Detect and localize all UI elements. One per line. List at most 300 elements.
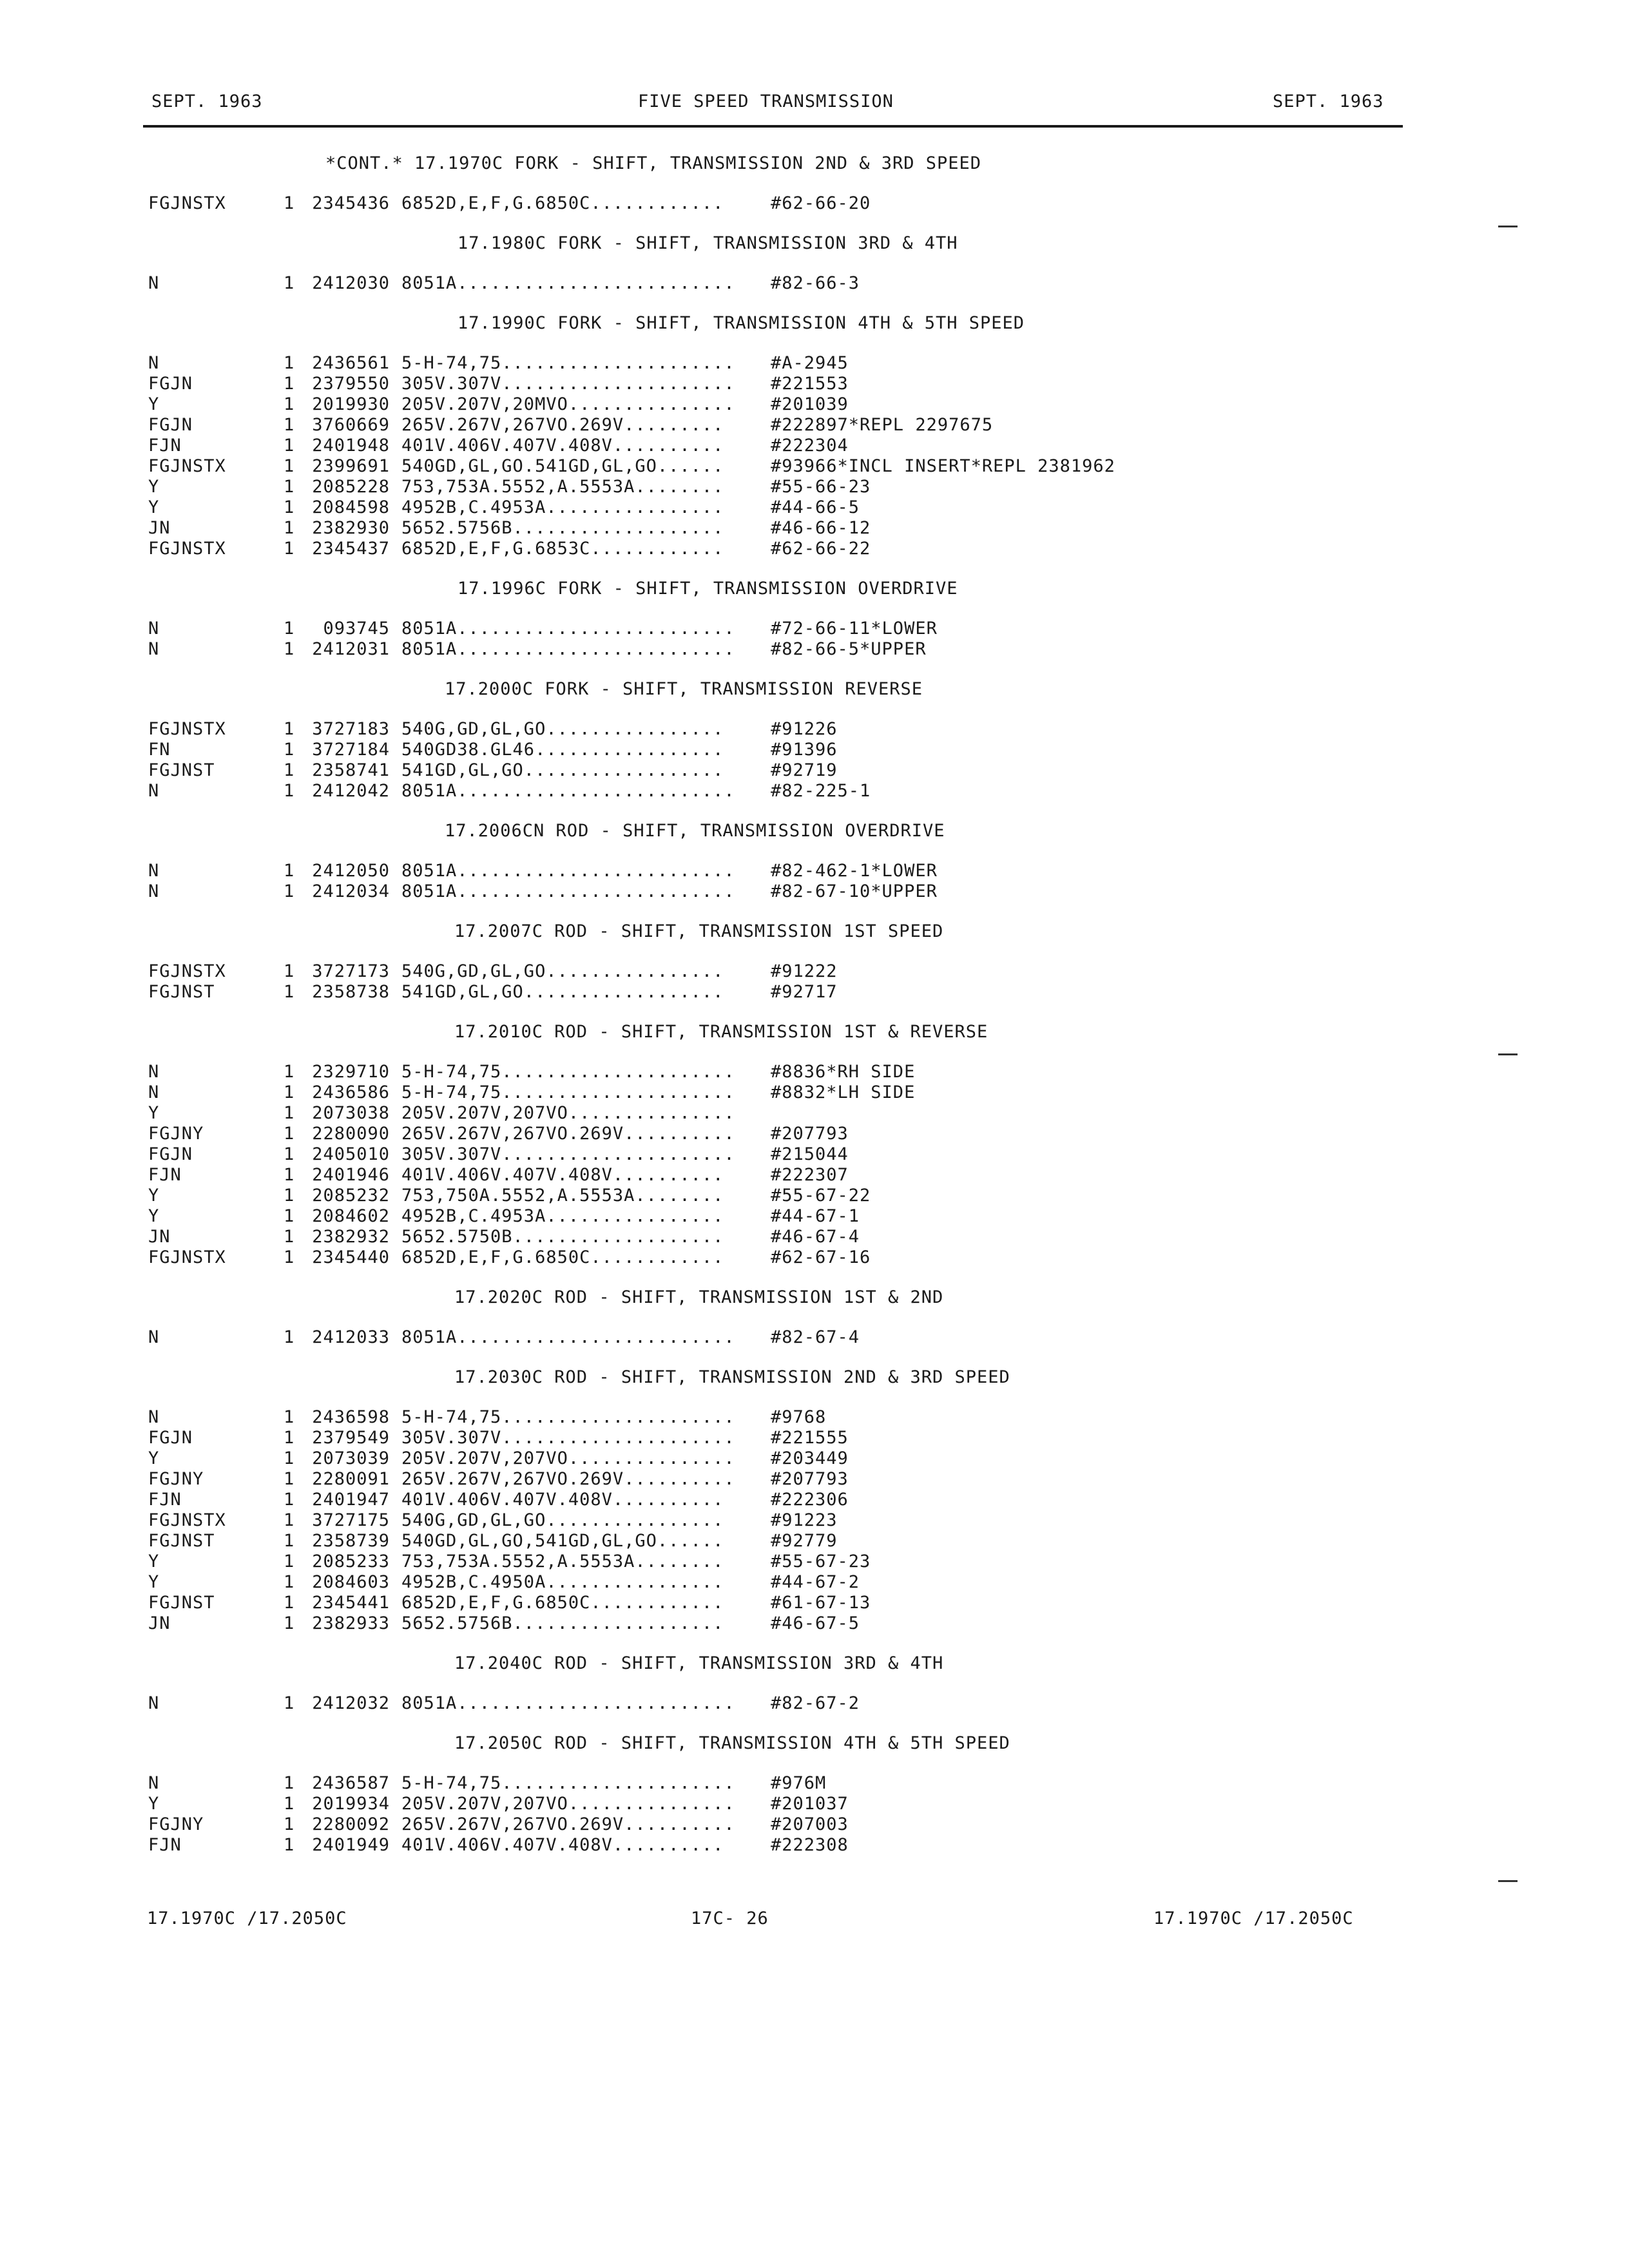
model-code: N	[148, 1773, 160, 1793]
reference: #222897*REPL 2297675	[771, 415, 994, 435]
model-code: Y	[148, 497, 160, 517]
table-row	[0, 639, 1629, 660]
quantity: 1	[284, 1247, 295, 1267]
part-number: 2345437	[312, 539, 390, 559]
model-code: Y	[148, 1448, 160, 1468]
part-number: 3727173	[312, 961, 390, 981]
quantity: 1	[284, 1572, 295, 1592]
table-row	[0, 1407, 1629, 1428]
application: 5-H-74,75.....................	[401, 1407, 735, 1427]
section-title	[0, 313, 1629, 334]
model-code: Y	[148, 1206, 160, 1226]
model-code: Y	[148, 1186, 160, 1206]
table-row	[0, 353, 1629, 374]
header-left: SEPT. 1963	[151, 91, 263, 111]
table-row	[0, 1835, 1629, 1856]
section-title-text: 17.2006CN ROD - SHIFT, TRANSMISSION OVERDRIVE	[445, 821, 945, 841]
reference: #201039	[771, 394, 849, 414]
application: 541GD,GL,GO..................	[401, 760, 724, 780]
reference: #44-67-2	[771, 1572, 860, 1592]
section-rows	[0, 1327, 1629, 1348]
part-number: 2382932	[312, 1227, 390, 1247]
reference: #91226	[771, 719, 838, 739]
application: 8051A.........................	[401, 881, 735, 901]
table-row	[0, 1613, 1629, 1634]
application: 5-H-74,75.....................	[401, 1062, 735, 1082]
section-rows	[0, 193, 1629, 214]
application: 5652.5750B...................	[401, 1227, 724, 1247]
table-row	[0, 1448, 1629, 1469]
quantity: 1	[284, 619, 295, 639]
section-rows	[0, 353, 1629, 559]
quantity: 1	[284, 477, 295, 497]
part-number: 2436598	[312, 1407, 390, 1427]
reference: #207003	[771, 1814, 849, 1834]
table-row	[0, 1469, 1629, 1490]
parts-list	[0, 153, 1629, 1875]
application: 753,753A.5552,A.5553A........	[401, 1552, 724, 1571]
part-number: 2401947	[312, 1490, 390, 1510]
table-row	[0, 1572, 1629, 1593]
part-number: 3727175	[312, 1510, 390, 1530]
table-row	[0, 861, 1629, 881]
part-number: 2412032	[312, 1693, 390, 1713]
quantity: 1	[284, 1773, 295, 1793]
part-number: 2401949	[312, 1835, 390, 1855]
reference: #207793	[771, 1469, 849, 1489]
reference: #222306	[771, 1490, 849, 1510]
model-code: JN	[148, 1227, 171, 1247]
quantity: 1	[284, 1206, 295, 1226]
application: 4952B,C.4953A................	[401, 497, 724, 517]
model-code: N	[148, 619, 160, 639]
table-row	[0, 982, 1629, 1003]
part-number: 2084602	[312, 1206, 390, 1226]
table-row	[0, 1593, 1629, 1613]
part-number: 2085232	[312, 1186, 390, 1206]
table-row	[0, 539, 1629, 559]
part-number: 2019930	[312, 394, 390, 414]
table-row	[0, 518, 1629, 539]
application: 205V.207V,20MVO...............	[401, 394, 735, 414]
section-title	[0, 233, 1629, 254]
application: 305V.307V.....................	[401, 374, 735, 394]
reference: #44-66-5	[771, 497, 860, 517]
table-row	[0, 1428, 1629, 1448]
table-row	[0, 1206, 1629, 1227]
part-number: 2085228	[312, 477, 390, 497]
quantity: 1	[284, 518, 295, 538]
quantity: 1	[284, 497, 295, 517]
section-title-text: 17.2000C FORK - SHIFT, TRANSMISSION REVERSE	[445, 679, 923, 699]
quantity: 1	[284, 1835, 295, 1855]
model-code: Y	[148, 477, 160, 497]
quantity: 1	[284, 1552, 295, 1571]
application: 8051A.........................	[401, 639, 735, 659]
reference: #82-67-2	[771, 1693, 860, 1713]
reference: #207793	[771, 1124, 849, 1144]
model-code: FGJNSTX	[148, 1510, 226, 1530]
reference: #62-66-20	[771, 193, 871, 213]
application: 8051A.........................	[401, 273, 735, 293]
table-row	[0, 1103, 1629, 1124]
section-rows	[0, 273, 1629, 294]
section-rows	[0, 861, 1629, 902]
reference: #92779	[771, 1531, 838, 1551]
application: 265V.267V,267VO.269V.........	[401, 415, 724, 435]
quantity: 1	[284, 374, 295, 394]
footer-right: 17.1970C /17.2050C	[1153, 1908, 1354, 1928]
reference: #91396	[771, 740, 838, 760]
model-code: Y	[148, 1552, 160, 1571]
reference: #92717	[771, 982, 838, 1002]
application: 8051A.........................	[401, 1327, 735, 1347]
table-row	[0, 1510, 1629, 1531]
table-row	[0, 1144, 1629, 1165]
table-row	[0, 477, 1629, 497]
reference: #215044	[771, 1144, 849, 1164]
reference: #46-66-12	[771, 518, 871, 538]
table-row	[0, 1531, 1629, 1552]
model-code: N	[148, 639, 160, 659]
application: 753,750A.5552,A.5553A........	[401, 1186, 724, 1206]
part-number: 2399691	[312, 456, 390, 476]
quantity: 1	[284, 273, 295, 293]
section-title	[0, 1733, 1629, 1754]
application: 401V.406V.407V.408V..........	[401, 1835, 724, 1855]
part-number: 2019934	[312, 1794, 390, 1814]
section-title-text: 17.2030C ROD - SHIFT, TRANSMISSION 2ND & 3RD SPEED	[454, 1367, 1010, 1387]
part-number: 2073038	[312, 1103, 390, 1123]
quantity: 1	[284, 1062, 295, 1082]
quantity: 1	[284, 415, 295, 435]
application: 541GD,GL,GO..................	[401, 982, 724, 1002]
application: 5-H-74,75.....................	[401, 353, 735, 373]
part-number: 2358738	[312, 982, 390, 1002]
section-title-text: 17.1996C FORK - SHIFT, TRANSMISSION OVERDRIVE	[458, 579, 958, 599]
application: 540G,GD,GL,GO................	[401, 961, 724, 981]
reference: #222308	[771, 1835, 849, 1855]
part-number: 2401946	[312, 1165, 390, 1185]
application: 8051A.........................	[401, 619, 735, 639]
reference: #201037	[771, 1794, 849, 1814]
model-code: FGJNST	[148, 760, 215, 780]
reference: #62-66-22	[771, 539, 871, 559]
application: 540GD38.GL46.................	[401, 740, 724, 760]
section-title	[0, 579, 1629, 599]
table-row	[0, 1165, 1629, 1186]
part-number: 2329710	[312, 1062, 390, 1082]
application: 205V.207V,207VO...............	[401, 1794, 735, 1814]
model-code: N	[148, 861, 160, 881]
table-row	[0, 1814, 1629, 1835]
part-number: 2382933	[312, 1613, 390, 1633]
section-title-text: *CONT.* 17.1970C FORK - SHIFT, TRANSMISSION 2ND & 3RD SPEED	[325, 153, 982, 173]
part-number: 2358739	[312, 1531, 390, 1551]
application: 6852D,E,F,G.6850C............	[401, 1593, 724, 1613]
quantity: 1	[284, 1165, 295, 1185]
section-title	[0, 1287, 1629, 1308]
reference: #82-67-10*UPPER	[771, 881, 938, 901]
reference: #55-67-23	[771, 1552, 871, 1571]
table-row	[0, 1794, 1629, 1814]
quantity: 1	[284, 539, 295, 559]
part-number: 2345436	[312, 193, 390, 213]
table-row	[0, 740, 1629, 760]
part-number: 2280092	[312, 1814, 390, 1834]
margin-tick	[1498, 226, 1518, 227]
reference: #91223	[771, 1510, 838, 1530]
reference: #72-66-11*LOWER	[771, 619, 938, 639]
quantity: 1	[284, 961, 295, 981]
reference: #203449	[771, 1448, 849, 1468]
part-number: 3727184	[312, 740, 390, 760]
part-number: 2379550	[312, 374, 390, 394]
quantity: 1	[284, 1593, 295, 1613]
table-row	[0, 1227, 1629, 1247]
section-title-text: 17.1980C FORK - SHIFT, TRANSMISSION 3RD & 4TH	[458, 233, 958, 253]
part-number: 2436586	[312, 1082, 390, 1102]
quantity: 1	[284, 1448, 295, 1468]
section-title-text: 17.2007C ROD - SHIFT, TRANSMISSION 1ST SPEED	[454, 921, 944, 941]
application: 540G,GD,GL,GO................	[401, 719, 724, 739]
quantity: 1	[284, 639, 295, 659]
quantity: 1	[284, 1428, 295, 1448]
quantity: 1	[284, 1124, 295, 1144]
model-code: FGJN	[148, 415, 193, 435]
table-row	[0, 1693, 1629, 1714]
reference: #82-66-5*UPPER	[771, 639, 927, 659]
reference: #46-67-4	[771, 1227, 860, 1247]
table-row	[0, 719, 1629, 740]
section-rows	[0, 1693, 1629, 1714]
reference: #46-67-5	[771, 1613, 860, 1633]
model-code: FGJNST	[148, 1531, 215, 1551]
part-number: 2280091	[312, 1469, 390, 1489]
reference: #91222	[771, 961, 838, 981]
table-row	[0, 273, 1629, 294]
model-code: N	[148, 881, 160, 901]
application: 4952B,C.4950A................	[401, 1572, 724, 1592]
part-number: 2280090	[312, 1124, 390, 1144]
table-row	[0, 1186, 1629, 1206]
model-code: FGJN	[148, 374, 193, 394]
model-code: FGJNSTX	[148, 193, 226, 213]
quantity: 1	[284, 1407, 295, 1427]
quantity: 1	[284, 1144, 295, 1164]
reference: #82-67-4	[771, 1327, 860, 1347]
model-code: N	[148, 353, 160, 373]
reference: #222307	[771, 1165, 849, 1185]
application: 305V.307V.....................	[401, 1144, 735, 1164]
application: 265V.267V,267VO.269V..........	[401, 1814, 735, 1834]
model-code: FJN	[148, 1835, 182, 1855]
application: 540GD,GL,GO,541GD,GL,GO......	[401, 1531, 724, 1551]
quantity: 1	[284, 781, 295, 801]
reference: #A-2945	[771, 353, 849, 373]
model-code: N	[148, 1082, 160, 1102]
quantity: 1	[284, 1103, 295, 1123]
table-row	[0, 1082, 1629, 1103]
section-title	[0, 1653, 1629, 1674]
section-title	[0, 921, 1629, 942]
quantity: 1	[284, 719, 295, 739]
model-code: FN	[148, 740, 171, 760]
table-row	[0, 1490, 1629, 1510]
quantity: 1	[284, 760, 295, 780]
footer-left: 17.1970C /17.2050C	[147, 1908, 347, 1928]
quantity: 1	[284, 1794, 295, 1814]
application: 6852D,E,F,G.6853C............	[401, 539, 724, 559]
table-row	[0, 1327, 1629, 1348]
table-row	[0, 760, 1629, 781]
application: 4952B,C.4953A................	[401, 1206, 724, 1226]
application: 8051A.........................	[401, 781, 735, 801]
part-number: 2345441	[312, 1593, 390, 1613]
application: 6852D,E,F,G.6850C............	[401, 1247, 724, 1267]
reference: #221555	[771, 1428, 849, 1448]
application: 205V.207V,207VO...............	[401, 1448, 735, 1468]
section-rows	[0, 1407, 1629, 1634]
section-title-text: 17.2050C ROD - SHIFT, TRANSMISSION 4TH & 5TH SPEED	[454, 1733, 1010, 1753]
application: 5652.5756B...................	[401, 518, 724, 538]
quantity: 1	[284, 1469, 295, 1489]
part-number: 2358741	[312, 760, 390, 780]
model-code: Y	[148, 394, 160, 414]
model-code: Y	[148, 1103, 160, 1123]
model-code: FGJNSTX	[148, 719, 226, 739]
table-row	[0, 881, 1629, 902]
section-title-text: 17.1990C FORK - SHIFT, TRANSMISSION 4TH & 5TH SPEED	[458, 313, 1025, 333]
part-number: 2401948	[312, 436, 390, 456]
reference: #44-67-1	[771, 1206, 860, 1226]
model-code: FGJNSTX	[148, 539, 226, 559]
application: 265V.267V,267VO.269V..........	[401, 1124, 735, 1144]
reference: #9768	[771, 1407, 827, 1427]
application: 8051A.........................	[401, 1693, 735, 1713]
quantity: 1	[284, 193, 295, 213]
application: 401V.406V.407V.408V..........	[401, 436, 724, 456]
model-code: N	[148, 273, 160, 293]
part-number: 2412042	[312, 781, 390, 801]
reference: #82-225-1	[771, 781, 871, 801]
table-row	[0, 1773, 1629, 1794]
model-code: N	[148, 781, 160, 801]
section-title-text: 17.2010C ROD - SHIFT, TRANSMISSION 1ST & REVERSE	[454, 1022, 988, 1042]
reference: #92719	[771, 760, 838, 780]
quantity: 1	[284, 353, 295, 373]
part-number: 3727183	[312, 719, 390, 739]
application: 305V.307V.....................	[401, 1428, 735, 1448]
quantity: 1	[284, 740, 295, 760]
margin-tick	[1498, 1053, 1518, 1055]
model-code: FGJNSTX	[148, 456, 226, 476]
quantity: 1	[284, 1613, 295, 1633]
table-row	[0, 374, 1629, 394]
reference: #55-67-22	[771, 1186, 871, 1206]
model-code: Y	[148, 1794, 160, 1814]
table-row	[0, 781, 1629, 802]
table-row	[0, 193, 1629, 214]
reference: #8832*LH SIDE	[771, 1082, 916, 1102]
model-code: FGJNY	[148, 1124, 204, 1144]
reference: #55-66-23	[771, 477, 871, 497]
part-number: 2382930	[312, 518, 390, 538]
part-number: 2073039	[312, 1448, 390, 1468]
model-code: FGJNY	[148, 1814, 204, 1834]
model-code: JN	[148, 1613, 171, 1633]
table-row	[0, 961, 1629, 982]
section-rows	[0, 1062, 1629, 1268]
model-code: FGJNSTX	[148, 961, 226, 981]
part-number: 2436561	[312, 353, 390, 373]
model-code: FJN	[148, 436, 182, 456]
section-rows	[0, 961, 1629, 1003]
part-number: 2085233	[312, 1552, 390, 1571]
quantity: 1	[284, 436, 295, 456]
quantity: 1	[284, 1693, 295, 1713]
part-number: 2084598	[312, 497, 390, 517]
table-row	[0, 1552, 1629, 1572]
quantity: 1	[284, 1510, 295, 1530]
reference: #62-67-16	[771, 1247, 871, 1267]
application: 540G,GD,GL,GO................	[401, 1510, 724, 1530]
part-number: 2412050	[312, 861, 390, 881]
model-code: FGJNST	[148, 982, 215, 1002]
application: 540GD,GL,GO.541GD,GL,GO......	[401, 456, 724, 476]
quantity: 1	[284, 881, 295, 901]
header-rule	[143, 125, 1403, 128]
model-code: FGJN	[148, 1428, 193, 1448]
application: 401V.406V.407V.408V..........	[401, 1165, 724, 1185]
table-row	[0, 497, 1629, 518]
model-code: FJN	[148, 1165, 182, 1185]
application: 5-H-74,75.....................	[401, 1082, 735, 1102]
quantity: 1	[284, 1490, 295, 1510]
section-title	[0, 153, 1629, 174]
application: 265V.267V,267VO.269V..........	[401, 1469, 735, 1489]
header-center: FIVE SPEED TRANSMISSION	[638, 91, 894, 111]
application: 753,753A.5552,A.5553A........	[401, 477, 724, 497]
reference: #221553	[771, 374, 849, 394]
section-title	[0, 1367, 1629, 1388]
table-row	[0, 1247, 1629, 1268]
part-number: 2412031	[312, 639, 390, 659]
model-code: N	[148, 1407, 160, 1427]
quantity: 1	[284, 861, 295, 881]
model-code: FGJNSTX	[148, 1247, 226, 1267]
table-row	[0, 415, 1629, 436]
application: 8051A.........................	[401, 861, 735, 881]
section-rows	[0, 1773, 1629, 1856]
quantity: 1	[284, 1082, 295, 1102]
part-number: 2405010	[312, 1144, 390, 1164]
table-row	[0, 619, 1629, 639]
reference: #93966*INCL INSERT*REPL 2381962	[771, 456, 1115, 476]
section-title	[0, 679, 1629, 700]
quantity: 1	[284, 1531, 295, 1551]
application: 205V.207V,207VO...............	[401, 1103, 735, 1123]
section-rows	[0, 719, 1629, 802]
section-rows	[0, 619, 1629, 660]
part-number: 3760669	[312, 415, 390, 435]
header-right: SEPT. 1963	[1273, 91, 1384, 111]
model-code: FJN	[148, 1490, 182, 1510]
table-row	[0, 394, 1629, 415]
reference: #82-462-1*LOWER	[771, 861, 938, 881]
part-number: 2436587	[312, 1773, 390, 1793]
footer-center: 17C- 26	[691, 1908, 769, 1928]
